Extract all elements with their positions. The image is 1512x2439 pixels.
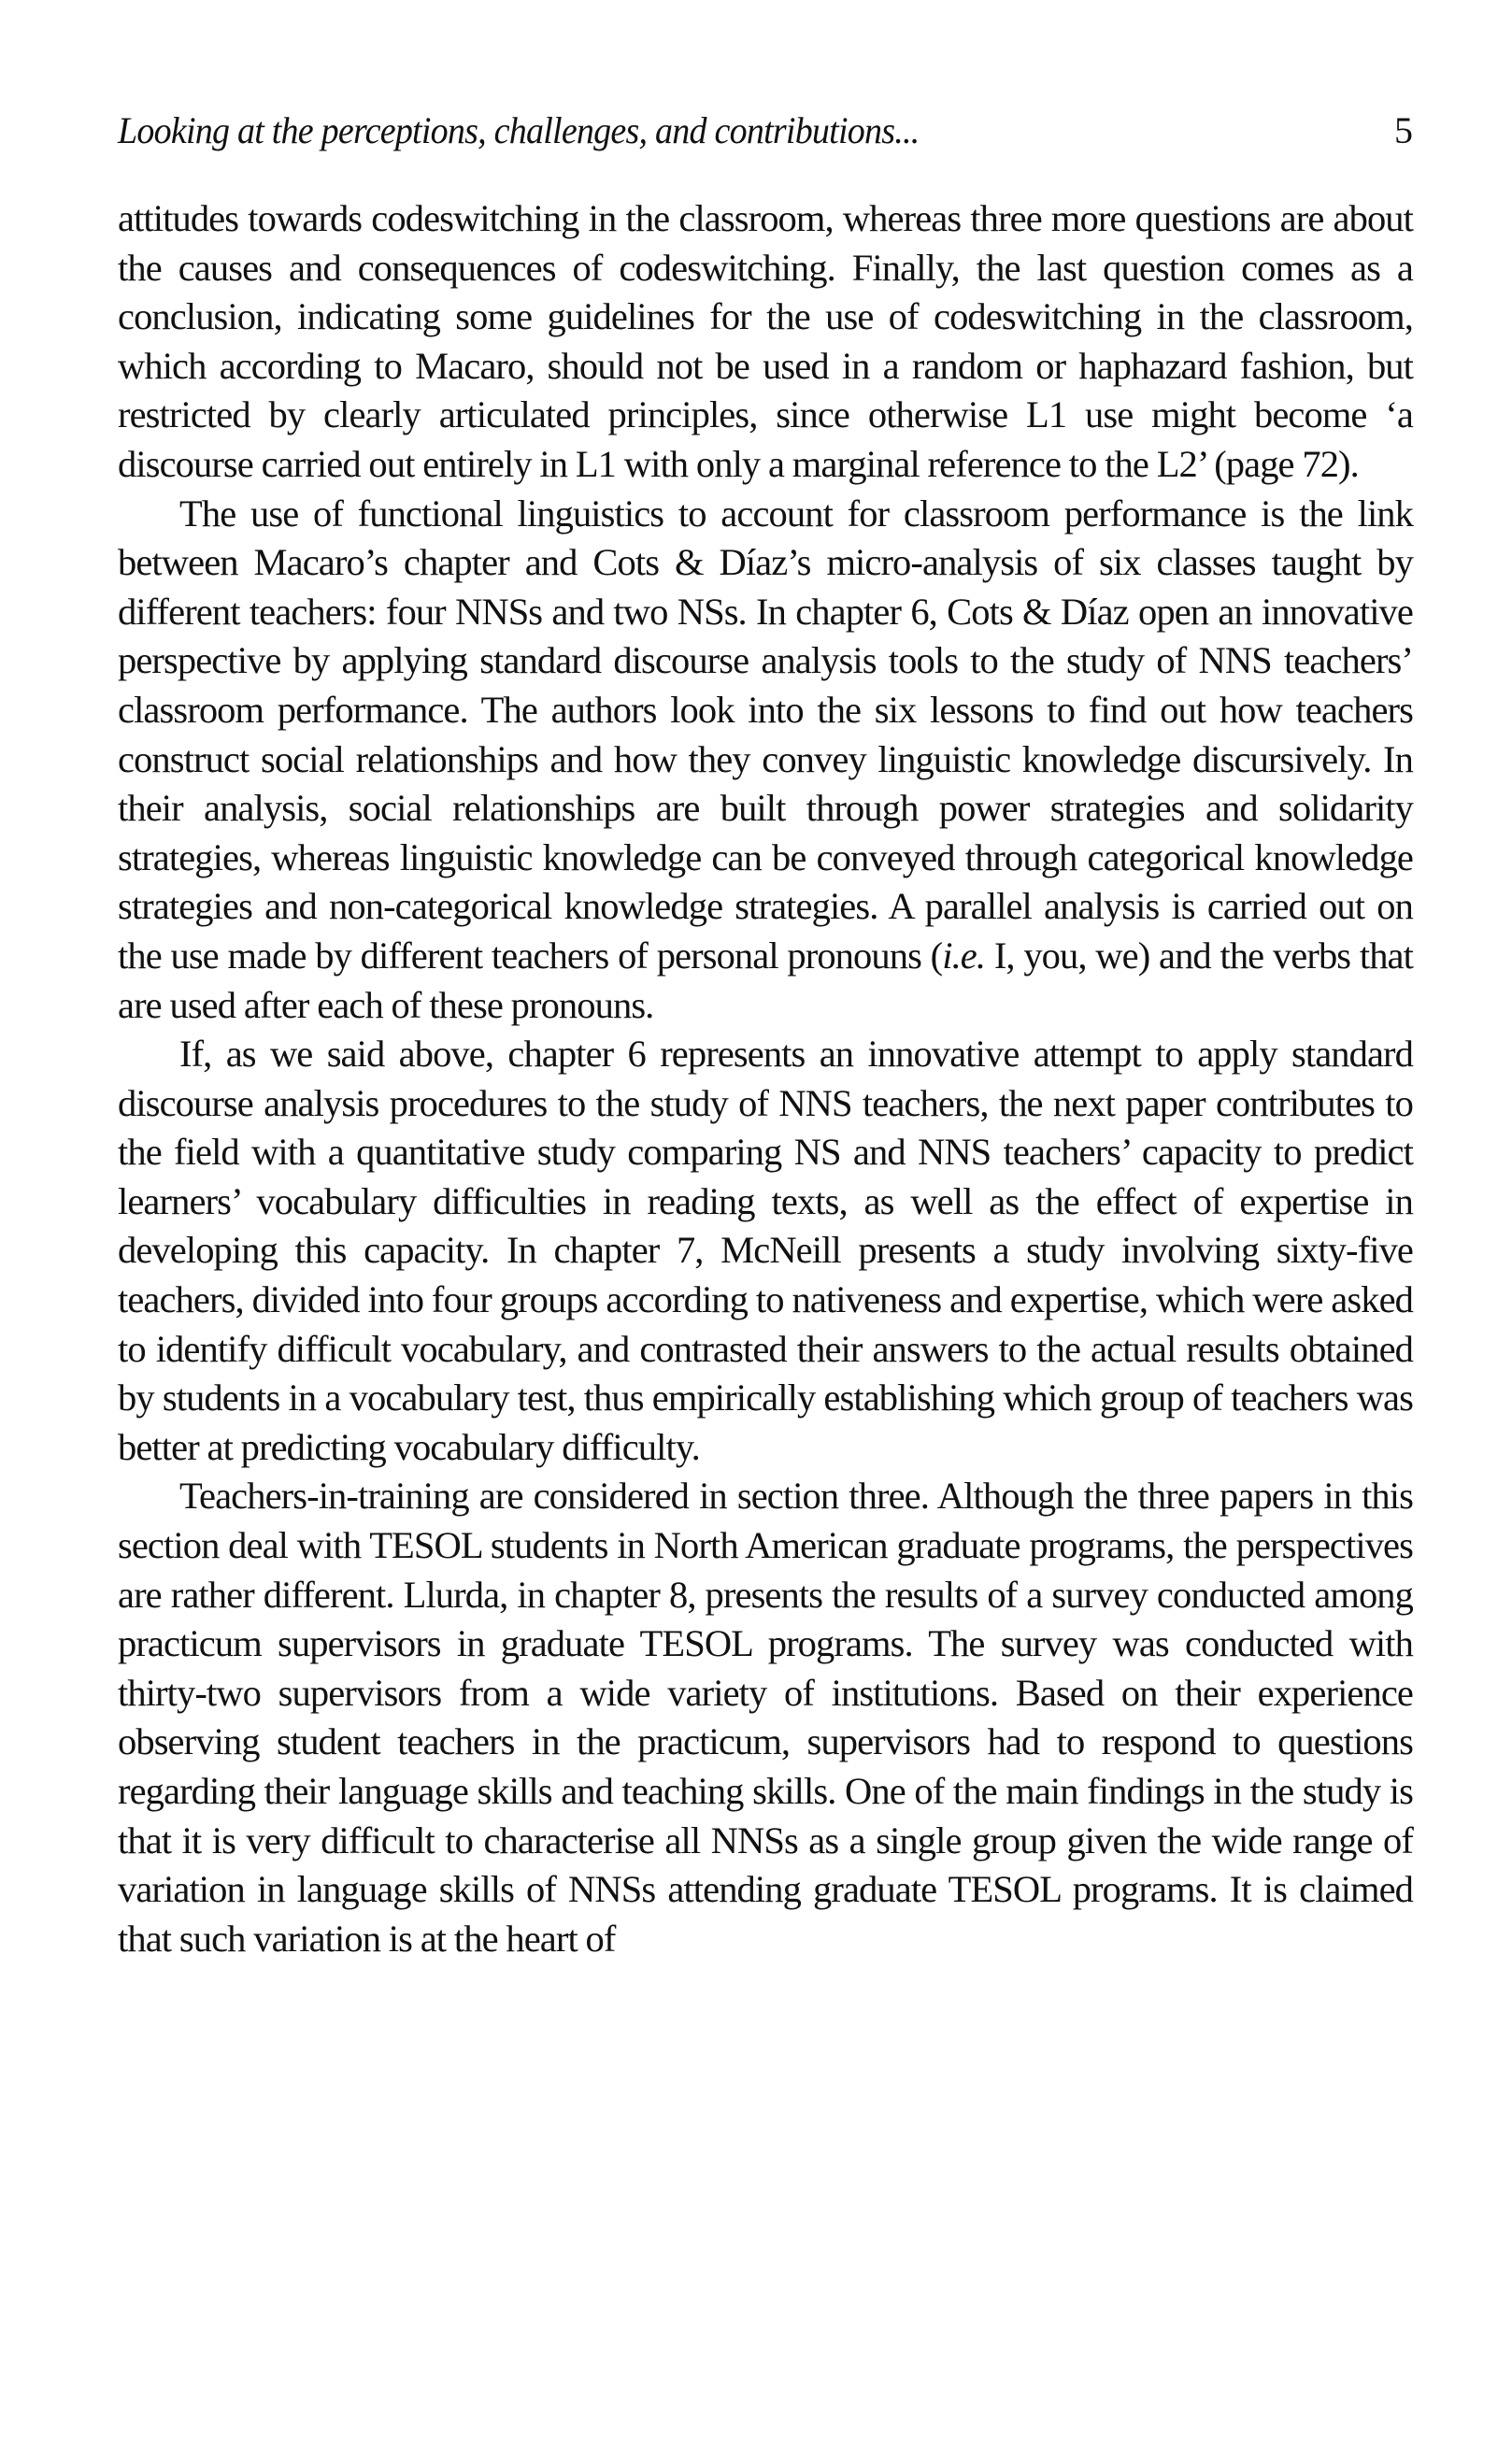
- paragraph-cots-diaz: [118, 490, 1413, 1031]
- italic-abbreviation: i.e.: [942, 934, 986, 977]
- body-text: [118, 194, 1413, 1963]
- paragraph-text: I, you, we) and the verbs that are used after each of these pronouns.: [118, 934, 1413, 1026]
- paragraph-mcneill: If, as we said above, chapter 6 represents an innovative attempt to apply standard discourse analysis procedures to the study of NNS teachers, the next paper contributes to the field with a quantitative study comparing NS and NNS teachers’ capacity to predict learners’ vocabulary difficulties in reading texts, as well as the effect of expertise in developing this capacity. In chapter 7, McNeill presents a study involving sixty-five teachers, divided into four groups according to nativeness and expertise, which were asked to identify difficult vocabulary, and contrasted their answers to the actual results obtained by students in a vocabulary test, thus empirically establishing which group of teachers was better at predicting vocabulary difficulty.: [118, 1033, 1413, 1468]
- running-title: Looking at the perceptions, challenges, and contributions...: [118, 109, 920, 151]
- page-number: 5: [1394, 109, 1413, 151]
- paragraph-teachers-in-training: Teachers-in-training are considered in section three. Although the three papers in this section deal with TESOL students in North American graduate programs, the perspectives are rather different. Llurda, in chapter 8, presents the results of a survey conducted among practicum supervisors in graduate TESOL programs. The survey was conducted with thirty-two supervisors from a wide variety of institutions. Based on their experience observing student teachers in the practicum, supervisors had to respond to questions regarding their language skills and teaching skills. One of the main findings in the study is that it is very difficult to characterise all NNSs as a single group given the wide range of variation in language skills of NNSs attending graduate TESOL programs. It is claimed that such variation is at the heart of: [118, 1475, 1413, 1960]
- paragraph-text: The use of functional linguistics to account for classroom performance is the link between Macaro’s chapter and Cots & Díaz’s micro-analysis of six classes taught by different teachers: four NNSs and two NSs. In chapter 6, Cots & Díaz open an innovative perspective by applying standard discourse analysis tools to the study of NNS teachers’ classroom performance. The authors look into the six lessons to find out how teachers construct social relationships and how they convey linguistic knowledge discursively. In their analysis, social relationships are built through power strategies and solidarity strategies, whereas linguistic knowledge can be conveyed through categorical knowledge strategies and non-categorical knowledge strategies. A parallel analysis is carried out on the use made by different teachers of personal pronouns (: [118, 492, 1413, 977]
- running-head: [118, 105, 1413, 157]
- paragraph-codeswitching-questions: attitudes towards codeswitching in the classroom, whereas three more questions are about the causes and consequences of codeswitching. Finally, the last question comes as a conclusion, indicating some guidelines for the use of codeswitching in the classroom, which according to Macaro, should not be used in a random or haphazard fashion, but restricted by clearly articulated principles, since otherwise L1 use might become ‘a discourse carried out entirely in L1 with only a marginal reference to the L2’ (page 72).: [118, 197, 1413, 485]
